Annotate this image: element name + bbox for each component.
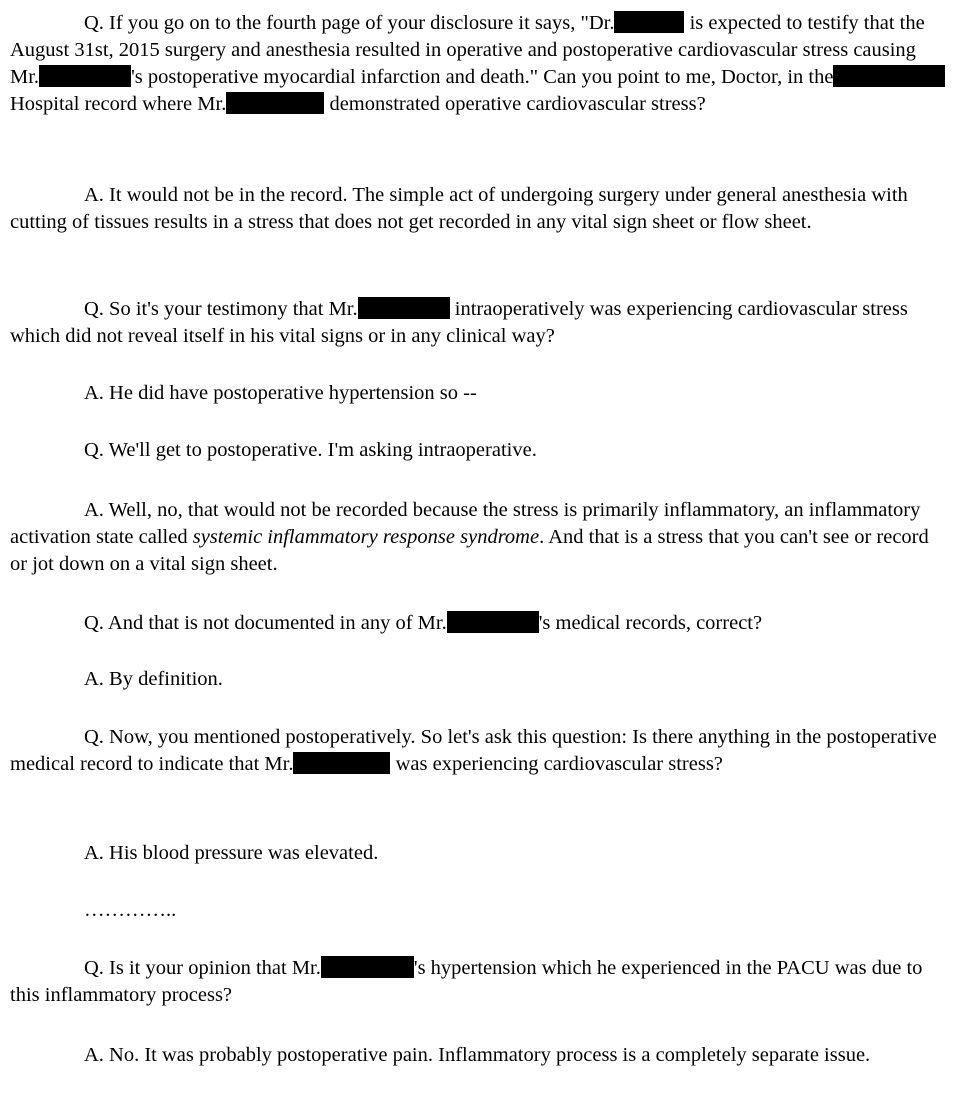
redaction-bar [39,65,131,87]
transcript-text: A. No. It was probably postoperative pain. Inflammatory process is a completely separate issue. [84,1044,871,1066]
transcript-text: demonstrated operative cardiovascular stress? [324,93,706,115]
question-postoperative-record [10,724,950,778]
question-intraoperative-stress [10,296,950,350]
redaction-bar [358,297,450,319]
transcript-text: A. It would not be in the record. The simple act of undergoing surgery under general anesthesia with cutting of tissues results in a stress that does not get recorded in any vital sign sheet or flow sheet. [10,184,908,233]
transcript-text: Hospital record where Mr. [10,93,227,115]
transcript-text: Q. So it's your testimony that Mr. [84,298,358,320]
transcript-text: . And that is a stress that you can't see or record or jot down on a vital sign sheet. [10,526,929,575]
question-asking-intraoperative [10,437,950,464]
answer-not-in-record [10,182,950,236]
question-fourth-page-disclosure [10,10,950,118]
transcript-text: A. Well, no, that would not be recorded because the stress is primarily inflammatory, an inflammatory activation state called [10,499,921,548]
transcript-text: 's medical records, correct? [538,612,763,634]
transcript-text: Q. And that is not documented in any of Mr. [84,612,447,634]
transcript-text: 's hypertension which he experienced in the PACU was due to this inflammatory process? [10,957,923,1006]
transcript-text: A. He did have postoperative hypertension so -- [84,382,477,404]
question-hypertension-pacu [10,955,950,1009]
answer-inflammatory-stress [10,497,950,578]
redaction-bar [321,956,414,978]
answer-blood-pressure-elevated [10,840,950,867]
redaction-bar [833,65,945,87]
transcript-text: intraoperatively was experiencing cardiovascular stress which did not reveal itself in his vital signs or in any clinical way? [10,298,908,347]
answer-postoperative-hypertension [10,380,950,407]
answer-postoperative-pain [10,1042,950,1069]
transcript-text: A. By definition. [84,668,223,690]
transcript-text: Q. Is it your opinion that Mr. [84,957,321,979]
omission-ellipsis: ………….. [84,899,177,921]
redaction-bar [614,11,684,33]
transcript-text: 's postoperative myocardial infarction and death." Can you point to me, Doctor, in the [131,66,834,88]
redaction-bar [447,611,539,633]
transcript-text: is expected to testify that the August 31st, 2015 surgery and anesthesia resulted in operative and postoperative cardiovascular stress causing Mr. [10,12,925,88]
answer-by-definition [10,666,950,693]
transcript-text: A. His blood pressure was elevated. [84,842,379,864]
redaction-bar [293,752,390,774]
italic-term: systemic inflammatory response syndrome [192,526,540,548]
question-not-documented [10,610,950,637]
transcript-text: Q. We'll get to postoperative. I'm asking intraoperative. [84,439,537,461]
transcript-text: Q. If you go on to the fourth page of your disclosure it says, "Dr. [84,12,615,34]
transcript-text: Q. Now, you mentioned postoperatively. So let's ask this question: Is there anything in the postoperative medical record to indicate that Mr. [10,726,937,775]
transcript-text: was experiencing cardiovascular stress? [390,753,723,775]
redaction-bar [226,92,324,114]
